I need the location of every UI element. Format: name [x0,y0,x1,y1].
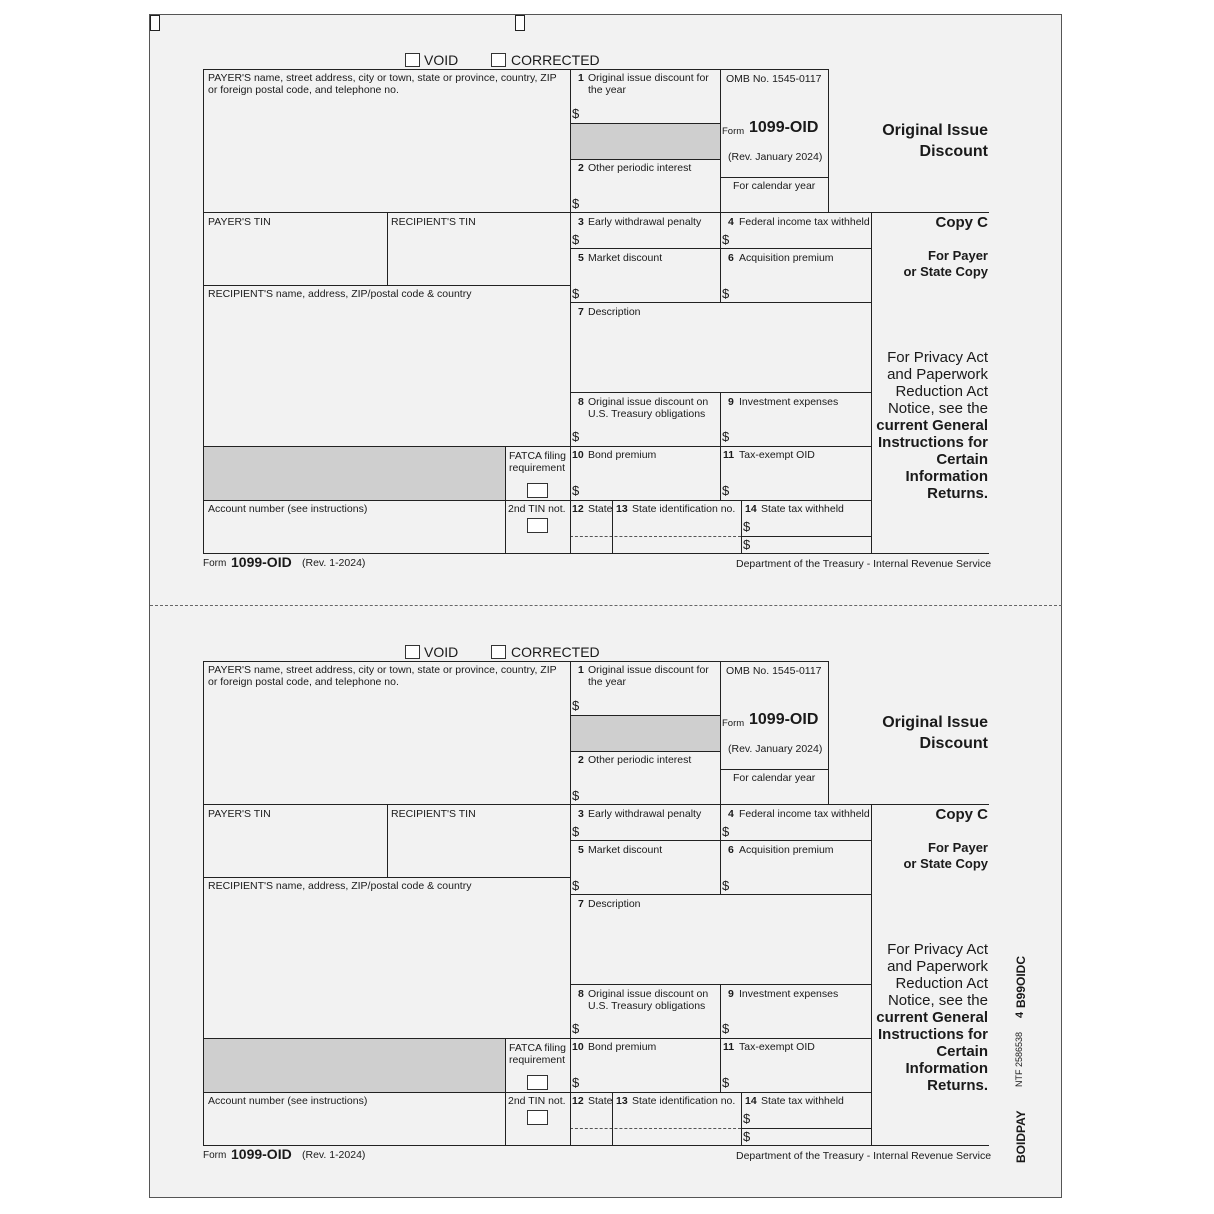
box14-dollar-2: $ [743,537,751,552]
box8-number: 8 [578,988,584,1000]
box1-number: 1 [578,72,584,84]
form-rule-line [720,177,828,178]
box4-number: 4 [728,808,734,820]
form-rule-line [203,69,828,70]
box11-dollar: $ [722,1075,730,1090]
payer-name-field[interactable] [204,96,569,211]
box1-field[interactable] [582,100,718,122]
box11-label: Tax-exempt OID [739,1041,815,1053]
form-revision: (Rev. January 2024) [728,743,823,755]
box6-field[interactable] [732,860,869,893]
box1-number: 1 [578,664,584,676]
box2-field[interactable] [582,772,718,802]
form-rule-line [720,69,721,213]
box2-field[interactable] [582,180,718,210]
box8-number: 8 [578,396,584,408]
form-rule-line [570,69,571,554]
form-word: Form [722,126,745,137]
box11-dollar: $ [722,483,730,498]
privacy-notice-bold: current General Instructions for Certain Information Returns. [876,417,988,502]
box4-label: Federal income tax withheld [739,216,870,228]
box10-dollar: $ [572,1075,580,1090]
box5-label: Market discount [588,252,663,264]
form-rule-line [203,1092,871,1093]
footer-revision: (Rev. 1-2024) [302,557,366,569]
form-1099-oid [0,592,1214,1162]
box1-label: Original issue discount for the year [588,72,709,96]
box10-dollar: $ [572,483,580,498]
box14-field-2[interactable] [752,1129,869,1144]
form-rule-line [570,123,720,124]
box9-dollar: $ [722,429,730,444]
box9-field[interactable] [732,1004,869,1037]
form-rule-line [720,212,721,302]
footer-form-name: 1099-OID [231,1146,292,1162]
box14-field-1[interactable] [752,1109,869,1127]
box9-label: Investment expenses [739,988,839,1000]
side-code-1: B99OIDC [1014,955,1028,1008]
box13-number: 13 [616,503,628,515]
form-name: 1099-OID [749,119,819,136]
box14-label: State tax withheld [761,503,844,515]
form-rule-line [720,769,828,770]
payer-name-field[interactable] [204,688,569,803]
form-rule-line [720,804,721,894]
account-number-field[interactable] [204,517,504,552]
box7-label: Description [588,306,641,318]
box2-dollar: $ [572,196,580,211]
recipient-tin-field[interactable] [388,822,569,876]
form-rule-line [203,661,828,662]
recipient-name-field[interactable] [204,894,569,1037]
box13-field[interactable] [613,517,740,552]
void-label: VOID [424,644,459,660]
box13-number: 13 [616,1095,628,1107]
form-rule-line [203,500,871,501]
box5-number: 5 [578,252,584,264]
second-tin-checkbox[interactable] [527,1110,548,1125]
form-word: Form [722,718,745,729]
form-1099-oid [0,0,1214,570]
recipient-name-label: RECIPIENT'S name, address, ZIP/postal code & country [208,288,472,300]
payer-tin-label: PAYER'S TIN [208,808,271,820]
box3-field[interactable] [582,822,718,839]
box4-dollar: $ [722,824,730,839]
calendar-year-label: For calendar year [733,772,816,784]
footer-revision: (Rev. 1-2024) [302,1149,366,1161]
footer-form-word: Form [203,558,227,569]
side-code-2: 4 [1014,1011,1026,1018]
box8-label: Original issue discount on U.S. Treasury obligations [588,988,709,1012]
box11-number: 11 [723,1041,735,1053]
payer-tin-label: PAYER'S TIN [208,216,271,228]
box2-label: Other periodic interest [588,754,692,766]
box9-number: 9 [728,396,734,408]
footer-form-word: Form [203,1150,227,1161]
box5-dollar: $ [572,878,580,893]
box14-field-2[interactable] [752,537,869,552]
box11-field[interactable] [732,465,869,499]
side-code-4: BOIDPAY [1014,1110,1028,1163]
box12-field[interactable] [571,1109,611,1144]
box10-number: 10 [572,1041,584,1053]
recipient-tin-field[interactable] [388,230,569,284]
box5-dollar: $ [572,286,580,301]
form-rule-line [828,661,829,805]
form-rule-line [570,159,720,160]
form-rule-line [720,661,721,805]
box4-dollar: $ [722,232,730,247]
fatca-checkbox[interactable] [527,483,548,498]
copy-label: Copy C [935,214,988,231]
box2-number: 2 [578,162,584,174]
shaded-area [204,1038,505,1092]
privacy-notice: For Privacy Act and Paperwork Reduction Act Notice, see the [887,941,988,1009]
fatca-checkbox[interactable] [527,1075,548,1090]
form-rule-line [505,446,506,554]
form-rule-line [720,392,721,500]
box11-number: 11 [723,449,735,461]
box7-field[interactable] [572,322,869,390]
box2-dollar: $ [572,788,580,803]
box12-number: 12 [572,1095,584,1107]
form-rule-line [741,500,742,554]
shaded-area [204,446,505,500]
box12-label: State [588,1095,613,1107]
omb-number: OMB No. 1545-0117 [726,665,822,677]
box14-dollar-2: $ [743,1129,751,1144]
form-rule-line [505,1038,506,1146]
shaded-area [570,124,720,159]
box6-label: Acquisition premium [739,252,834,264]
form-rule-line [570,661,571,1146]
box1-dollar: $ [572,106,580,121]
form-rule-line [570,751,720,752]
form-title: Original Issue Discount [882,714,988,752]
form-rule-line [203,446,871,447]
box6-dollar: $ [722,878,730,893]
box14-dollar-1: $ [743,519,751,534]
for-payer-label: For Payer or State Copy [903,840,988,871]
box5-field[interactable] [582,860,718,893]
payer-name-label: PAYER'S name, street address, city or town, state or province, country, ZIP or foreign postal code, and telephone no. [208,664,557,688]
form-rule-line [570,715,720,716]
box3-dollar: $ [572,232,580,247]
void-checkbox[interactable] [405,645,420,659]
box14-dollar-1: $ [743,1111,751,1126]
box14-field-1[interactable] [752,517,869,535]
box8-field[interactable] [582,422,718,445]
box14-number: 14 [745,503,757,515]
box13-label: State identification no. [632,1095,736,1107]
box7-number: 7 [578,898,584,910]
fatca-label: FATCA filing requirement [509,450,566,474]
box3-number: 3 [578,216,584,228]
account-number-field[interactable] [204,1109,504,1144]
account-number-label: Account number (see instructions) [208,1095,368,1107]
box10-field[interactable] [582,465,718,499]
box9-number: 9 [728,988,734,1000]
box6-field[interactable] [732,268,869,301]
box9-label: Investment expenses [739,396,839,408]
box3-field[interactable] [582,230,718,247]
box3-label: Early withdrawal penalty [588,808,702,820]
box3-number: 3 [578,808,584,820]
second-tin-label: 2nd TIN not. [508,1095,566,1107]
box10-number: 10 [572,449,584,461]
box4-number: 4 [728,216,734,228]
recipient-tin-label: RECIPIENT'S TIN [391,808,476,820]
omb-number: OMB No. 1545-0117 [726,73,822,85]
second-tin-checkbox[interactable] [527,518,548,533]
second-tin-label: 2nd TIN not. [508,503,566,515]
form-revision: (Rev. January 2024) [728,151,823,163]
footer-department: Department of the Treasury - Internal Revenue Service [736,558,992,570]
box5-number: 5 [578,844,584,856]
box11-field[interactable] [732,1057,869,1091]
recipient-tin-label: RECIPIENT'S TIN [391,216,476,228]
box14-number: 14 [745,1095,757,1107]
form-rule-line [741,1092,742,1146]
box7-number: 7 [578,306,584,318]
fatca-label: FATCA filing requirement [509,1042,566,1066]
box5-label: Market discount [588,844,663,856]
footer-department: Department of the Treasury - Internal Revenue Service [736,1150,992,1162]
corrected-checkbox[interactable] [491,645,506,659]
box6-number: 6 [728,252,734,264]
box10-label: Bond premium [588,1041,657,1053]
box7-field[interactable] [572,914,869,982]
box10-field[interactable] [582,1057,718,1091]
box2-number: 2 [578,754,584,766]
box13-field[interactable] [613,1109,740,1144]
box5-field[interactable] [582,268,718,301]
box6-number: 6 [728,844,734,856]
corrected-checkbox[interactable] [491,53,506,67]
form-rule-line [570,894,871,895]
box12-field[interactable] [571,517,611,552]
box1-dollar: $ [572,698,580,713]
side-code-3: NTF 2586538 [1014,1031,1024,1087]
footer-form-name: 1099-OID [231,554,292,570]
account-number-label: Account number (see instructions) [208,503,368,515]
calendar-year-label: For calendar year [733,180,816,192]
recipient-name-field[interactable] [204,302,569,445]
corrected-label: CORRECTED [511,644,600,660]
box6-label: Acquisition premium [739,844,834,856]
privacy-notice-bold: current General Instructions for Certain Information Returns. [876,1009,988,1094]
box1-label: Original issue discount for the year [588,664,709,688]
form-rule-line [203,1038,871,1039]
box8-dollar: $ [572,1021,580,1036]
payer-tin-field[interactable] [204,230,386,284]
payer-tin-field[interactable] [204,822,386,876]
box8-dollar: $ [572,429,580,444]
box12-label: State [588,503,613,515]
box1-field[interactable] [582,692,718,714]
copy-label: Copy C [935,806,988,823]
recipient-name-label: RECIPIENT'S name, address, ZIP/postal code & country [208,880,472,892]
shaded-area [570,716,720,751]
for-payer-label: For Payer or State Copy [903,248,988,279]
box7-label: Description [588,898,641,910]
box14-label: State tax withheld [761,1095,844,1107]
form-rule-line [720,984,721,1092]
box8-label: Original issue discount on U.S. Treasury obligations [588,396,709,420]
box4-label: Federal income tax withheld [739,808,870,820]
box8-field[interactable] [582,1014,718,1037]
form-rule-line [203,877,570,878]
box11-label: Tax-exempt OID [739,449,815,461]
box10-label: Bond premium [588,449,657,461]
void-label: VOID [424,52,459,68]
box9-field[interactable] [732,412,869,445]
box3-label: Early withdrawal penalty [588,216,702,228]
form-title: Original Issue Discount [882,122,988,160]
box12-number: 12 [572,503,584,515]
form-rule-line [570,302,871,303]
box6-dollar: $ [722,286,730,301]
calendar-year-field[interactable] [760,787,820,803]
void-checkbox[interactable] [405,53,420,67]
box9-dollar: $ [722,1021,730,1036]
calendar-year-field[interactable] [760,195,820,211]
privacy-notice: For Privacy Act and Paperwork Reduction Act Notice, see the [887,349,988,417]
box2-label: Other periodic interest [588,162,692,174]
form-name: 1099-OID [749,711,819,728]
payer-name-label: PAYER'S name, street address, city or town, state or province, country, ZIP or foreign postal code, and telephone no. [208,72,557,96]
box4-field[interactable] [732,230,869,247]
box13-label: State identification no. [632,503,736,515]
box4-field[interactable] [732,822,869,839]
form-rule-line [203,285,570,286]
form-rule-line [828,69,829,213]
corrected-label: CORRECTED [511,52,600,68]
box3-dollar: $ [572,824,580,839]
